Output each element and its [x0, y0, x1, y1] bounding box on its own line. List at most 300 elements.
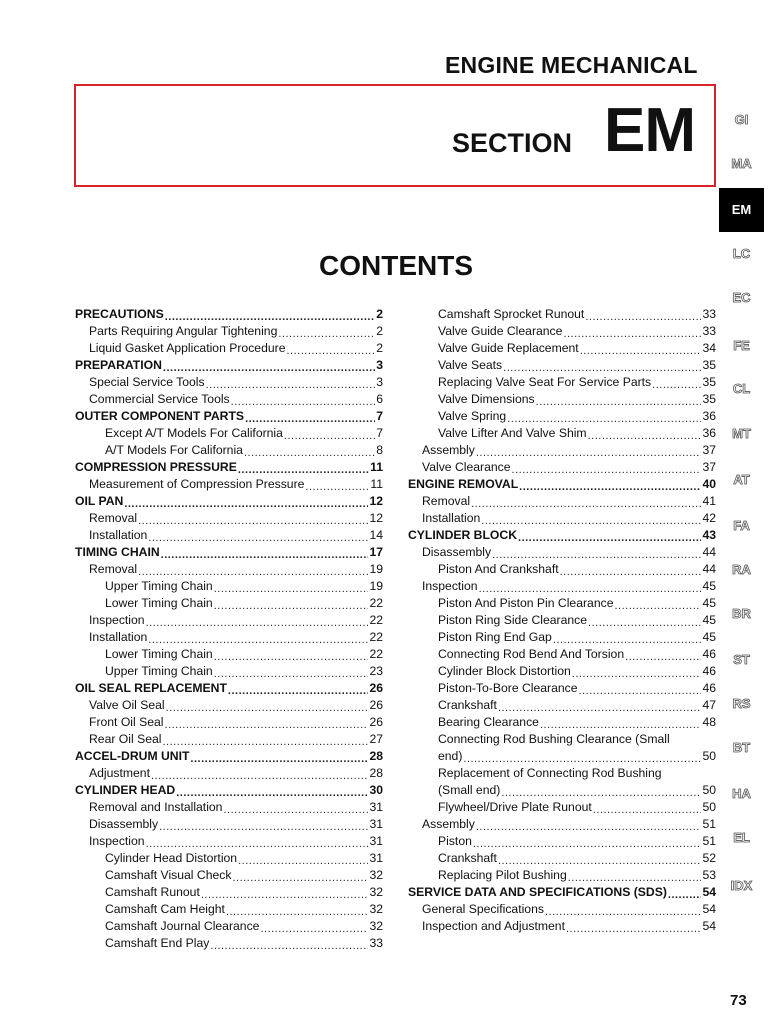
toc-leader-dots — [492, 546, 701, 560]
toc-leader-dots — [652, 376, 701, 390]
toc-leader-dots — [161, 546, 369, 560]
toc-leader-dots — [536, 393, 702, 407]
toc-entry-page: 19 — [369, 562, 383, 576]
toc-leader-dots — [223, 801, 368, 815]
toc-leader-dots — [572, 665, 702, 679]
toc-entry-page: 3 — [376, 358, 383, 372]
toc-entry[interactable] — [75, 458, 383, 475]
toc-leader-dots — [238, 852, 368, 866]
toc-entry-page: 32 — [369, 868, 383, 882]
toc-entry-title: Piston-To-Bore Clearance — [438, 681, 578, 695]
toc-leader-dots — [503, 359, 701, 373]
toc-entry[interactable] — [75, 322, 383, 339]
toc-entry-page: 45 — [702, 630, 716, 644]
toc-entry[interactable] — [75, 611, 383, 628]
toc-entry-page: 2 — [376, 341, 383, 355]
toc-entry-page: 51 — [702, 817, 716, 831]
toc-leader-dots — [214, 597, 369, 611]
toc-entry-page: 45 — [702, 596, 716, 610]
toc-entry[interactable] — [408, 543, 716, 560]
toc-entry-title: PREPARATION — [75, 358, 162, 372]
toc-entry-page: 54 — [702, 919, 716, 933]
toc-entry-title: Adjustment — [89, 766, 150, 780]
toc-entry-page: 47 — [702, 698, 716, 712]
toc-leader-dots — [159, 818, 368, 832]
toc-entry-page: 35 — [702, 375, 716, 389]
section-tab-ma[interactable]: MA — [731, 156, 752, 171]
toc-entry-page: 36 — [702, 426, 716, 440]
toc-entry-title: Assembly — [422, 817, 475, 831]
toc-entry[interactable] — [75, 764, 383, 781]
toc-entry-page: 17 — [369, 545, 383, 559]
toc-entry-title: OIL PAN — [75, 494, 124, 508]
contents-heading — [0, 250, 768, 282]
section-tab-lc[interactable]: LC — [732, 246, 751, 261]
toc-entry-page: 22 — [369, 647, 383, 661]
section-tab-cl[interactable]: CL — [732, 381, 751, 396]
section-tab-el[interactable]: EL — [733, 830, 750, 845]
toc-leader-dots — [226, 903, 369, 917]
toc-entry-page: 32 — [369, 885, 383, 899]
toc-entry[interactable] — [408, 458, 716, 475]
toc-entry-page: 31 — [369, 817, 383, 831]
toc-leader-dots — [553, 631, 702, 645]
toc-leader-dots — [165, 308, 376, 322]
toc-entry-page: 41 — [702, 494, 716, 508]
toc-entry-page: 31 — [369, 834, 383, 848]
toc-entry[interactable] — [408, 849, 716, 866]
toc-entry-page: 30 — [369, 783, 383, 797]
toc-entry-page: 33 — [702, 307, 716, 321]
toc-entry-page: 34 — [702, 341, 716, 355]
toc-entry-page: 50 — [702, 783, 716, 797]
toc-entry-title: Valve Guide Clearance — [438, 324, 563, 338]
toc-entry-page: 26 — [369, 698, 383, 712]
toc-entry[interactable] — [408, 611, 716, 628]
toc-leader-dots — [245, 410, 375, 424]
toc-leader-dots — [260, 920, 368, 934]
toc-entry[interactable] — [408, 407, 716, 424]
toc-entry-page: 54 — [702, 902, 716, 916]
toc-entry[interactable] — [408, 662, 716, 679]
toc-leader-dots — [560, 563, 702, 577]
toc-leader-dots — [244, 444, 375, 458]
toc-entry[interactable] — [408, 441, 716, 458]
toc-entry[interactable] — [75, 781, 383, 798]
toc-entry[interactable] — [75, 679, 383, 696]
toc-entry-page: 32 — [369, 902, 383, 916]
toc-entry-page: 6 — [376, 392, 383, 406]
toc-entry[interactable] — [75, 645, 383, 662]
toc-entry-page: 19 — [369, 579, 383, 593]
toc-entry[interactable] — [75, 730, 383, 747]
toc-entry-page: 37 — [702, 443, 716, 457]
toc-right-column — [408, 305, 716, 934]
section-tab-ha[interactable]: HA — [732, 786, 751, 801]
toc-entry-page: 37 — [702, 460, 716, 474]
section-tab-mt[interactable]: MT — [732, 426, 751, 441]
toc-entry-page: 48 — [702, 715, 716, 729]
toc-entry[interactable] — [75, 526, 383, 543]
toc-entry-title: Camshaft Visual Check — [105, 868, 232, 882]
toc-leader-dots — [165, 716, 369, 730]
toc-entry-title: Camshaft Cam Height — [105, 902, 225, 916]
toc-entry-title: CYLINDER HEAD — [75, 783, 176, 797]
section-tab-fa[interactable]: FA — [733, 518, 750, 533]
toc-entry-page: 54 — [702, 885, 716, 899]
toc-entry-page: 52 — [702, 851, 716, 865]
toc-entry-title: Liquid Gasket Application Procedure — [89, 341, 286, 355]
section-tab-rs[interactable]: RS — [732, 696, 751, 711]
section-tab-em[interactable]: EM — [719, 188, 764, 232]
toc-entry[interactable] — [75, 713, 383, 730]
toc-entry-title: Connecting Rod Bushing Clearance (Small — [438, 732, 670, 746]
toc-entry-title: TIMING CHAIN — [75, 545, 160, 559]
toc-entry-title: SERVICE DATA AND SPECIFICATIONS (SDS) — [408, 885, 667, 899]
toc-entry-title: PRECAUTIONS — [75, 307, 164, 321]
toc-entry-page: 3 — [376, 375, 383, 389]
toc-entry[interactable] — [75, 628, 383, 645]
toc-entry-title: CYLINDER BLOCK — [408, 528, 518, 542]
toc-leader-dots — [545, 903, 701, 917]
toc-leader-dots — [162, 733, 368, 747]
toc-leader-dots — [148, 529, 368, 543]
toc-entry[interactable] — [408, 305, 716, 322]
toc-leader-dots — [190, 750, 368, 764]
toc-entry-title: Removal — [89, 511, 138, 525]
toc-entry[interactable] — [408, 526, 716, 543]
toc-entry[interactable] — [75, 424, 383, 441]
section-tab-st[interactable]: ST — [733, 652, 750, 667]
toc-leader-dots — [163, 359, 375, 373]
toc-leader-dots — [201, 886, 369, 900]
toc-entry-title: Camshaft Journal Clearance — [105, 919, 260, 933]
toc-leader-dots — [593, 801, 702, 815]
toc-entry-page: 22 — [369, 613, 383, 627]
section-tab-ra[interactable]: RA — [732, 562, 751, 577]
toc-entry-page: 22 — [369, 596, 383, 610]
toc-leader-dots — [214, 580, 369, 594]
toc-entry-title: Inspection — [422, 579, 478, 593]
toc-leader-dots — [214, 648, 369, 662]
section-label: SECTION — [452, 128, 573, 158]
toc-entry[interactable] — [75, 509, 383, 526]
toc-entry[interactable] — [75, 356, 383, 373]
toc-leader-dots — [481, 512, 701, 526]
toc-leader-dots — [206, 376, 376, 390]
section-code: EM — [604, 96, 695, 165]
section-tab-ec[interactable]: EC — [732, 290, 751, 305]
toc-entry-title: Parts Requiring Angular Tightening — [89, 324, 278, 338]
toc-entry-page: 35 — [702, 392, 716, 406]
toc-entry-page: 23 — [369, 664, 383, 678]
toc-leader-dots — [476, 444, 702, 458]
toc-entry-title: Inspection and Adjustment — [422, 919, 565, 933]
toc-entry-title: Piston And Piston Pin Clearance — [438, 596, 614, 610]
toc-entry[interactable] — [75, 934, 383, 951]
toc-entry[interactable] — [408, 866, 716, 883]
section-tab-at[interactable]: AT — [733, 472, 750, 487]
toc-leader-dots — [176, 784, 368, 798]
toc-entry-title: Valve Spring — [438, 409, 507, 423]
toc-leader-dots — [580, 342, 702, 356]
toc-entry[interactable] — [408, 492, 716, 509]
toc-entry-page: 36 — [702, 409, 716, 423]
toc-leader-dots — [138, 512, 368, 526]
toc-entry-page: 31 — [369, 851, 383, 865]
toc-entry-title: Commercial Service Tools — [89, 392, 230, 406]
toc-leader-dots — [146, 614, 369, 628]
toc-entry-page: 12 — [369, 494, 383, 508]
toc-entry[interactable] — [75, 305, 383, 322]
toc-entry-page: 26 — [369, 681, 383, 695]
toc-entry-page: 11 — [370, 477, 383, 491]
toc-entry-title: Valve Dimensions — [438, 392, 535, 406]
toc-entry[interactable] — [408, 356, 716, 373]
toc-entry-title: Piston And Crankshaft — [438, 562, 559, 576]
toc-entry[interactable] — [408, 424, 716, 441]
toc-entry[interactable] — [75, 798, 383, 815]
toc-entry[interactable] — [75, 560, 383, 577]
toc-entry-page: 11 — [370, 460, 383, 474]
toc-entry-title: Upper Timing Chain — [105, 579, 213, 593]
toc-entry-title: Lower Timing Chain — [105, 596, 213, 610]
contents-heading-text: CONTENTS — [319, 250, 473, 281]
toc-entry-title: Upper Timing Chain — [105, 664, 213, 678]
toc-entry[interactable] — [75, 373, 383, 390]
section-tab-fe[interactable]: FE — [733, 338, 750, 353]
toc-entry[interactable] — [408, 560, 716, 577]
toc-leader-dots — [210, 937, 368, 951]
toc-entry[interactable] — [408, 322, 716, 339]
toc-leader-dots — [166, 699, 369, 713]
section-tab-br[interactable]: BR — [732, 606, 751, 621]
toc-entry[interactable] — [75, 747, 383, 764]
toc-entry-page: 45 — [702, 579, 716, 593]
toc-entry-page: 51 — [702, 834, 716, 848]
toc-leader-dots — [501, 784, 701, 798]
toc-leader-dots — [305, 478, 369, 492]
toc-entry[interactable] — [75, 577, 383, 594]
toc-entry-title: Installation — [422, 511, 481, 525]
toc-leader-dots — [479, 580, 702, 594]
toc-entry-title: Replacement of Connecting Rod Bushing — [438, 766, 662, 780]
toc-entry-title: A/T Models For California — [105, 443, 243, 457]
toc-leader-dots — [568, 869, 702, 883]
toc-entry-title: Flywheel/Drive Plate Runout — [438, 800, 592, 814]
toc-entry[interactable] — [408, 594, 716, 611]
toc-entry[interactable] — [75, 662, 383, 679]
toc-entry-page: 2 — [376, 307, 383, 321]
toc-entry[interactable] — [408, 645, 716, 662]
toc-leader-dots — [151, 767, 368, 781]
toc-entry[interactable] — [408, 475, 716, 492]
toc-entry[interactable] — [408, 764, 716, 781]
toc-entry-title: Except A/T Models For California — [105, 426, 283, 440]
toc-leader-dots — [519, 478, 701, 492]
toc-entry-title: Assembly — [422, 443, 475, 457]
toc-entry-page: 33 — [369, 936, 383, 950]
toc-entry-title: General Specifications — [422, 902, 544, 916]
toc-leader-dots — [286, 342, 375, 356]
toc-entry-title: Lower Timing Chain — [105, 647, 213, 661]
toc-entry[interactable] — [408, 917, 716, 934]
toc-entry[interactable] — [408, 798, 716, 815]
toc-entry-title: Removal — [89, 562, 138, 576]
engine-mechanical-title: ENGINE MECHANICAL — [445, 52, 698, 78]
toc-entry-title: Replacing Valve Seat For Service Parts — [438, 375, 652, 389]
toc-entry-page: 8 — [376, 443, 383, 457]
toc-entry-title: Removal — [422, 494, 471, 508]
toc-leader-dots — [585, 308, 701, 322]
toc-left-column — [75, 305, 383, 951]
toc-entry-title: Valve Clearance — [422, 460, 511, 474]
toc-entry[interactable] — [408, 730, 716, 747]
section-tab-idx[interactable]: IDX — [730, 878, 753, 893]
toc-leader-dots — [498, 699, 702, 713]
toc-entry-page: 50 — [702, 800, 716, 814]
toc-leader-dots — [512, 461, 702, 475]
toc-entry-title: Cylinder Block Distortion — [438, 664, 571, 678]
toc-entry[interactable] — [408, 390, 716, 407]
toc-leader-dots — [473, 835, 702, 849]
section-tab-bt[interactable]: BT — [732, 740, 751, 755]
toc-entry-page: 12 — [369, 511, 383, 525]
toc-entry[interactable] — [408, 747, 716, 764]
toc-entry-title: ACCEL-DRUM UNIT — [75, 749, 190, 763]
toc-entry-page: 44 — [702, 562, 716, 576]
toc-entry[interactable] — [75, 832, 383, 849]
toc-entry-title: Disassembly — [89, 817, 159, 831]
toc-entry[interactable] — [408, 900, 716, 917]
toc-entry[interactable] — [75, 543, 383, 560]
toc-entry-title: ENGINE REMOVAL — [408, 477, 519, 491]
toc-entry[interactable] — [75, 407, 383, 424]
toc-entry-title: Valve Seats — [438, 358, 503, 372]
toc-leader-dots — [540, 716, 701, 730]
toc-leader-dots — [231, 393, 376, 407]
toc-entry[interactable] — [75, 339, 383, 356]
toc-entry-page: 46 — [702, 647, 716, 661]
toc-leader-dots — [238, 461, 369, 475]
toc-entry[interactable] — [75, 900, 383, 917]
page-number: 73 — [730, 992, 747, 1009]
toc-entry-page: 28 — [369, 766, 383, 780]
toc-entry-title: Camshaft End Play — [105, 936, 210, 950]
toc-leader-dots — [507, 410, 701, 424]
toc-entry-page: 46 — [702, 681, 716, 695]
toc-entry-title: Valve Lifter And Valve Shim — [438, 426, 587, 440]
toc-entry-page: 40 — [702, 477, 716, 491]
toc-entry-title: COMPRESSION PRESSURE — [75, 460, 237, 474]
toc-entry-page: 27 — [369, 732, 383, 746]
toc-entry[interactable] — [408, 713, 716, 730]
toc-entry[interactable] — [408, 679, 716, 696]
toc-entry-title: Removal and Installation — [89, 800, 223, 814]
toc-entry-page: 28 — [369, 749, 383, 763]
toc-entry-title: OUTER COMPONENT PARTS — [75, 409, 245, 423]
toc-entry-page: 53 — [702, 868, 716, 882]
toc-leader-dots — [232, 869, 368, 883]
toc-leader-dots — [124, 495, 368, 509]
toc-entry[interactable] — [408, 696, 716, 713]
toc-entry[interactable] — [75, 866, 383, 883]
toc-entry[interactable] — [75, 475, 383, 492]
toc-entry[interactable] — [75, 594, 383, 611]
toc-entry[interactable] — [75, 696, 383, 713]
toc-leader-dots — [579, 682, 702, 696]
toc-leader-dots — [563, 325, 701, 339]
toc-entry-title: Rear Oil Seal — [89, 732, 162, 746]
toc-entry-page: 46 — [702, 664, 716, 678]
toc-entry-title: Valve Oil Seal — [89, 698, 165, 712]
toc-entry[interactable] — [408, 832, 716, 849]
toc-entry[interactable] — [408, 509, 716, 526]
toc-entry-title: Disassembly — [422, 545, 492, 559]
toc-entry[interactable] — [75, 441, 383, 458]
toc-entry[interactable] — [75, 883, 383, 900]
toc-leader-dots — [148, 631, 368, 645]
toc-entry-page: 2 — [376, 324, 383, 338]
toc-entry[interactable] — [408, 883, 716, 900]
toc-leader-dots — [138, 563, 368, 577]
toc-entry-page: 44 — [702, 545, 716, 559]
toc-entry-page: 43 — [702, 528, 716, 542]
toc-leader-dots — [214, 665, 369, 679]
toc-entry-title: Bearing Clearance — [438, 715, 539, 729]
toc-entry-title: Inspection — [89, 613, 145, 627]
toc-entry[interactable] — [408, 781, 716, 798]
toc-entry[interactable] — [408, 373, 716, 390]
toc-entry[interactable] — [408, 339, 716, 356]
toc-entry-title: Camshaft Runout — [105, 885, 200, 899]
toc-entry[interactable] — [408, 815, 716, 832]
toc-entry-page: 31 — [369, 800, 383, 814]
toc-entry-title: Installation — [89, 528, 148, 542]
toc-entry-page: 45 — [702, 613, 716, 627]
toc-entry-title: Inspection — [89, 834, 145, 848]
toc-leader-dots — [476, 818, 702, 832]
toc-entry[interactable] — [75, 492, 383, 509]
toc-entry-title: Measurement of Compression Pressure — [89, 477, 305, 491]
toc-leader-dots — [463, 750, 701, 764]
section-tab-gi[interactable]: GI — [734, 112, 749, 127]
toc-entry[interactable] — [75, 917, 383, 934]
toc-entry-page: 7 — [376, 409, 383, 423]
toc-entry-page: 14 — [369, 528, 383, 542]
toc-entry[interactable] — [75, 849, 383, 866]
toc-leader-dots — [228, 682, 369, 696]
toc-entry-title: OIL SEAL REPLACEMENT — [75, 681, 227, 695]
toc-entry-title: Crankshaft — [438, 698, 497, 712]
toc-entry-page: 32 — [369, 919, 383, 933]
toc-entry[interactable] — [408, 628, 716, 645]
toc-entry[interactable] — [75, 815, 383, 832]
toc-entry[interactable] — [408, 577, 716, 594]
toc-entry-page: 35 — [702, 358, 716, 372]
toc-leader-dots — [566, 920, 701, 934]
toc-entry-title: Camshaft Sprocket Runout — [438, 307, 585, 321]
toc-entry-title: Special Service Tools — [89, 375, 205, 389]
toc-leader-dots — [278, 325, 375, 339]
toc-entry-title: Installation — [89, 630, 148, 644]
toc-entry-title: Piston Ring Side Clearance — [438, 613, 588, 627]
toc-entry-title: Replacing Pilot Bushing — [438, 868, 567, 882]
toc-entry[interactable] — [75, 390, 383, 407]
toc-leader-dots — [284, 427, 375, 441]
toc-leader-dots — [588, 427, 702, 441]
toc-entry-title: end) — [438, 749, 463, 763]
